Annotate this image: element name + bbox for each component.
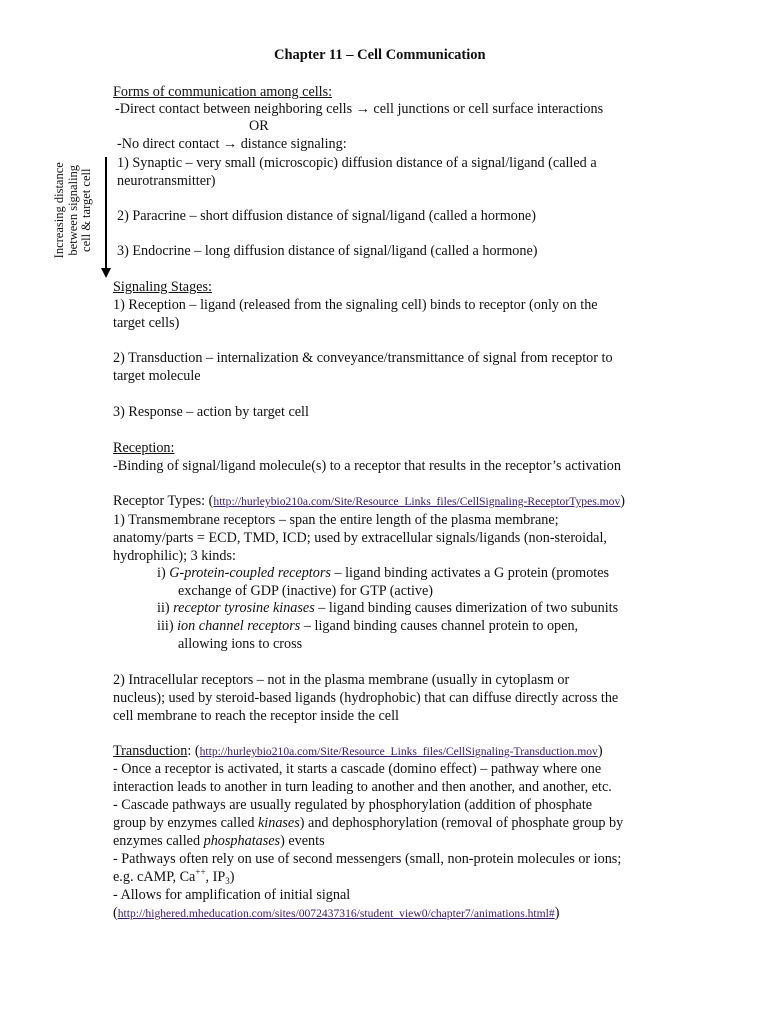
gpcr-description: – ligand binding activates a G protein (promotes — [334, 565, 610, 581]
transduction-link[interactable]: http://hurleybio210a.com/Site/Resource_Links_files/CellSignaling-Transduction.mov — [199, 745, 598, 758]
paracrine-line: 2) Paracrine – short diffusion distance of signal/ligand (called a hormone) — [117, 208, 536, 224]
forms-or: OR — [249, 118, 269, 134]
stages-heading: Signaling Stages: — [113, 279, 212, 295]
rtk-name: receptor tyrosine kinases — [173, 600, 315, 616]
reception-heading: Reception: — [113, 440, 175, 456]
animations-link[interactable]: http://highered.mheducation.com/sites/0072437316/student_view0/chapter7/animations.html# — [117, 907, 555, 920]
ion-channel-line-cont: allowing ions to cross — [178, 636, 303, 652]
distance-arrow-down-icon — [101, 268, 111, 278]
intracellular-line-1: 2) Intracellular receptors – not in the plasma membrane (usually in cytoplasm or — [113, 672, 570, 688]
transduction-stage-line-1: 2) Transduction – internalization & conveyance/transmittance of signal from receptor to — [113, 350, 613, 366]
rtk-line — [157, 599, 618, 617]
ion-channel-line — [157, 617, 578, 635]
side-label-line-3: cell & target cell — [78, 168, 93, 252]
page-title: Chapter 11 – Cell Communication — [274, 47, 486, 63]
amplification-link-line — [113, 904, 559, 923]
forms-direct-contact: -Direct contact between neighboring cells → cell junctions or cell surface interactions — [115, 101, 604, 117]
phosphorylation-line-1: - Cascade pathways are usually regulated by phosphorylation (addition of phosphate — [113, 797, 593, 813]
intracellular-line-3: cell membrane to reach the receptor inside the cell — [113, 708, 399, 724]
side-label-line-2: between signaling — [65, 164, 80, 256]
gpcr-line — [157, 564, 609, 582]
cascade-line-2: interaction leads to another in turn leading to another and then another, and another, etc. — [113, 779, 612, 795]
gpcr-number: i) — [157, 565, 166, 581]
transduction-open-paren: ( — [191, 743, 200, 759]
reception-description: -Binding of signal/ligand molecule(s) to a receptor that results in the receptor’s activation — [113, 458, 621, 474]
calcium-charge: ++ — [195, 867, 206, 877]
second-messenger-line-1: - Pathways often rely on use of second messengers (small, non-protein molecules or ions; — [113, 851, 622, 867]
messenger-post: ) — [229, 869, 235, 885]
gpcr-line-cont: exchange of GDP (inactive) for GTP (active) — [178, 583, 434, 599]
phosphorylation-post: ) and dephosphorylation (removal of phosphate group by — [299, 815, 624, 831]
transduction-heading: Transduction — [113, 743, 188, 759]
cascade-line-1: - Once a receptor is activated, it starts a cascade (domino effect) – pathway where one — [113, 761, 602, 777]
receptor-types-link[interactable]: http://hurleybio210a.com/Site/Resource_Links_files/CellSignaling-ReceptorTypes.mov — [213, 495, 621, 508]
receptor-types-close-paren: ) — [620, 493, 625, 509]
ip3-subscript: 3 — [225, 876, 230, 886]
phosphorylation-line-2 — [113, 814, 623, 832]
ion-channel-number: iii) — [157, 618, 174, 634]
receptor-types-open-paren: ( — [208, 493, 214, 509]
second-messenger-line-2 — [113, 868, 234, 886]
gpcr-name: G-protein-coupled receptors — [169, 565, 331, 581]
amplification-line: - Allows for amplification of initial signal — [113, 887, 351, 903]
receptor-types-label: Receptor Types: — [113, 493, 206, 509]
transduction-close-paren: ) — [597, 743, 603, 759]
kinases-term: kinases — [257, 815, 300, 831]
phosphatases-post: ) events — [280, 833, 325, 849]
amplification-close-paren: ) — [554, 905, 560, 921]
transduction-stage-line-2: target molecule — [113, 368, 201, 384]
ion-channel-description: – ligand binding causes channel protein to open, — [303, 618, 579, 634]
messenger-mid: , IP — [205, 869, 226, 885]
transmembrane-line-1: 1) Transmembrane receptors – span the entire length of the plasma membrane; — [113, 512, 559, 528]
forms-no-contact: -No direct contact → distance signaling: — [117, 136, 347, 152]
phosphatases-pre: enzymes called — [113, 833, 204, 849]
side-label-line-1: Increasing distance — [51, 162, 66, 259]
distance-arrow-shaft — [105, 157, 107, 270]
forms-heading: Forms of communication among cells: — [113, 84, 333, 100]
response-stage-line: 3) Response – action by target cell — [113, 404, 309, 420]
intracellular-line-2: nucleus); used by steroid-based ligands (hydrophobic) that can diffuse directly across the — [113, 690, 619, 706]
amplification-open-paren: ( — [113, 905, 118, 921]
transmembrane-line-3: hydrophilic); 3 kinds: — [113, 548, 236, 564]
synaptic-line-2: neurotransmitter) — [117, 173, 216, 189]
transduction-colon: : — [187, 743, 192, 759]
reception-stage-line-1: 1) Reception – ligand (released from the signaling cell) binds to receptor (only on the — [113, 297, 598, 313]
messenger-pre: e.g. cAMP, Ca — [113, 869, 196, 885]
phosphorylation-pre: group by enzymes called — [113, 815, 258, 831]
transduction-heading-line — [113, 742, 603, 761]
rtk-description: – ligand binding causes dimerization of two subunits — [318, 600, 619, 616]
distance-side-label — [53, 155, 94, 265]
phosphorylation-line-3 — [113, 832, 325, 850]
phosphatases-term: phosphatases — [203, 833, 281, 849]
synaptic-line-1: 1) Synaptic – very small (microscopic) diffusion distance of a signal/ligand (called a — [117, 155, 597, 171]
rtk-number: ii) — [157, 600, 170, 616]
transmembrane-line-2: anatomy/parts = ECD, TMD, ICD; used by extracellular signals/ligands (non-steroidal, — [113, 530, 607, 546]
reception-stage-line-2: target cells) — [113, 315, 180, 331]
ion-channel-name: ion channel receptors — [177, 618, 301, 634]
receptor-types-line — [113, 492, 625, 511]
endocrine-line: 3) Endocrine – long diffusion distance of signal/ligand (called a hormone) — [117, 243, 538, 259]
